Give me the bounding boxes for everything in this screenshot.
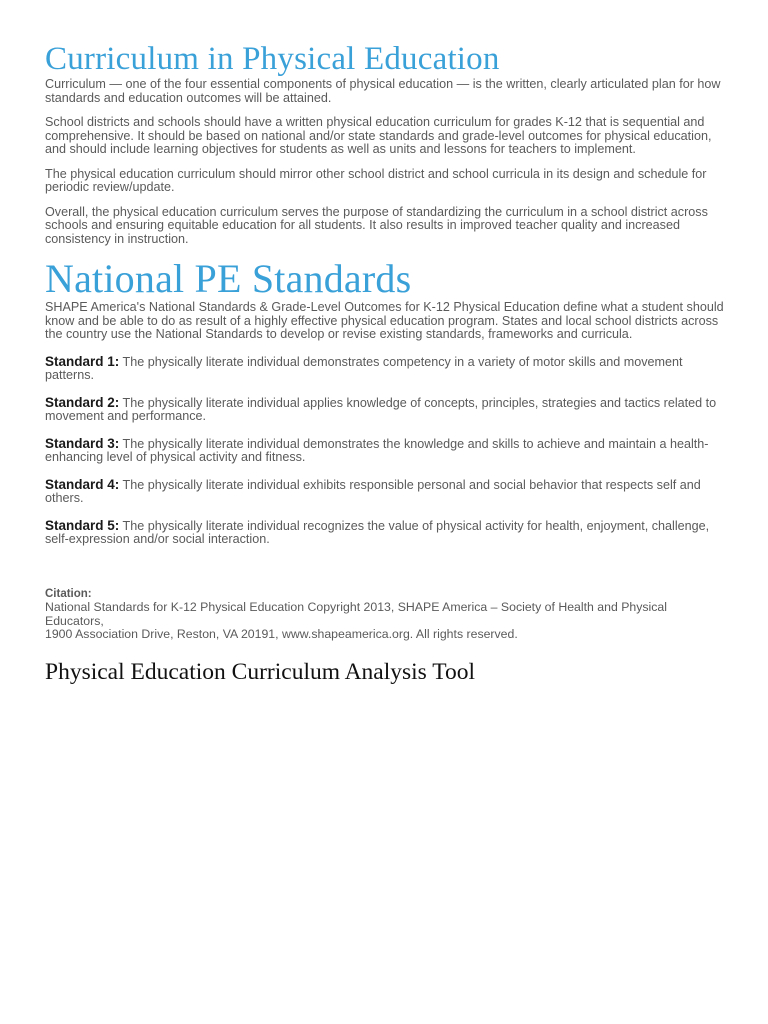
- citation-line-1: National Standards for K-12 Physical Education Copyright 2013, SHAPE America – Society of Health and Physical Educators,: [45, 600, 668, 628]
- standard-3-text: The physically literate individual demonstrates the knowledge and skills to achieve and maintain a health-enhancing level of physical activity and fitness.: [45, 436, 709, 464]
- curriculum-paragraph-3: The physical education curriculum should mirror other school district and school curricula in its design and schedule for periodic review/update.: [45, 166, 707, 194]
- citation-line-2: 1900 Association Drive, Reston, VA 20191, www.shapeamerica.org. All rights reserved.: [45, 627, 518, 641]
- standard-3: [45, 437, 725, 465]
- standard-4: [45, 478, 725, 506]
- standard-1-label: Standard 1:: [45, 353, 120, 369]
- standard-1-text: The physically literate individual demonstrates competency in a variety of motor skills and movement patterns.: [45, 354, 683, 382]
- citation-block: [45, 588, 725, 642]
- standard-4-label: Standard 4:: [45, 476, 120, 492]
- curriculum-paragraph-2: School districts and schools should have a written physical education curriculum for grades K-12 that is sequential and comprehensive. It should be based on national and/or state standards and grade-level outcomes for physical education, and should include learning objectives for students as well as units and lessons for teachers to implement.: [45, 115, 712, 156]
- standard-2-label: Standard 2:: [45, 394, 120, 410]
- citation-label: Citation:: [45, 587, 92, 600]
- standard-5-text: The physically literate individual recognizes the value of physical activity for health, enjoyment, challenge, self-expression and/or social interaction.: [45, 518, 710, 546]
- standard-2: [45, 396, 725, 424]
- standard-2-text: The physically literate individual applies knowledge of concepts, principles, strategies and tactics related to movement and performance.: [45, 395, 717, 423]
- standards-heading: National PE Standards: [45, 256, 412, 301]
- document-page: [45, 40, 725, 686]
- standard-5: [45, 519, 725, 547]
- curriculum-paragraph-4: Overall, the physical education curriculum serves the purpose of standardizing the curriculum in a school district across schools and ensuring equitable education for all students. It also results in improved teacher quality and increased consistency in instruction.: [45, 204, 708, 246]
- curriculum-paragraph-1: Curriculum — one of the four essential components of physical education — is the written, clearly articulated plan for how standards and education outcomes will be attained.: [45, 77, 721, 105]
- curriculum-heading: Curriculum in Physical Education: [45, 41, 500, 77]
- standard-4-text: The physically literate individual exhibits responsible personal and social behavior that respects self and others.: [45, 477, 701, 505]
- analysis-tool-title: Physical Education Curriculum Analysis Tool: [45, 658, 476, 685]
- standard-1: [45, 355, 725, 383]
- standards-intro: SHAPE America's National Standards & Grade-Level Outcomes for K-12 Physical Education define what a student should know and be able to do as result of a highly effective physical education program. States and local school districts across the country use the National Standards to develop or revise existing standards, frameworks and curricula.: [45, 300, 724, 341]
- standard-3-label: Standard 3:: [45, 435, 120, 451]
- standard-5-label: Standard 5:: [45, 517, 120, 533]
